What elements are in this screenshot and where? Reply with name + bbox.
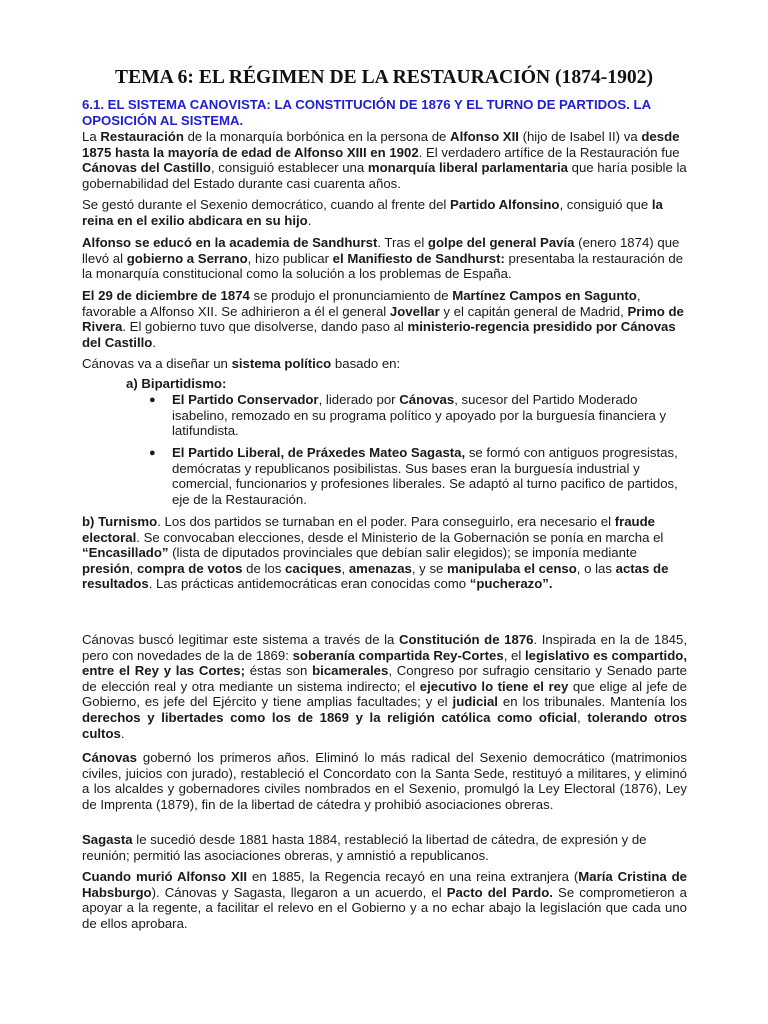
paragraph-turnismo: b) Turnismo. Los dos partidos se turnaban en el poder. Para conseguirlo, era necesario el fraude electoral. Se convocaban elecciones, desde el Ministerio de la Gobernación se ponía en marcha el “Encasillado” (lista de diputados provinciales que debían salir elegidos); se imponía mediante presión, compra de votos de los caciques, amenazas, y se manipulaba el censo, o las actas de resultados. Las prácticas antidemocráticas eran conocidas como “pucherazo”. — [82, 514, 669, 592]
list-item-partido-liberal: El Partido Liberal, de Práxedes Mateo Sagasta, se formó con antiguos progresistas, demócratas y republicanos posibilistas. Sus bases eran la burguesía industrial y comercial, funcionarios y profesiones liberales. Se adaptó al turno pacifico de partidos, eje de la Restauración. — [172, 445, 678, 507]
bullet-icon: ● — [149, 447, 156, 459]
section-heading: 6.1. EL SISTEMA CANOVISTA: LA CONSTITUCIÓN DE 1876 Y EL TURNO DE PARTIDOS. LA OPOSICIÓN AL SISTEMA. — [82, 97, 651, 128]
list-item-partido-conservador: El Partido Conservador, liderado por Cánovas, sucesor del Partido Moderado isabelino, remozado en su programa político y apoyado por la burguesía financiera y latifundista. — [172, 392, 667, 439]
bullet-icon: ● — [149, 394, 156, 406]
paragraph-sexenio: Se gestó durante el Sexenio democrático, cuando al frente del Partido Alfonsino, consiguió que la reina en el exilio abdicara en su hijo. — [82, 197, 663, 228]
paragraph-pacto-pardo: Cuando murió Alfonso XII en 1885, la Regencia recayó en una reina extranjera (María Cristina de Habsburgo). Cánovas y Sagasta, llegaron a un acuerdo, el Pacto del Pardo. Se comprometieron a apoyar a la regente, a facilitar el relevo en el Gobierno y a no echar abajo la legislación que cada uno de ellos aprobara. — [82, 869, 687, 931]
bipartidismo-label: a) Bipartidismo: — [126, 376, 227, 391]
paragraph-canovas-gobierno: Cánovas gobernó los primeros años. Eliminó lo más radical del Sexenio democrático (matrimonios civiles, juicios con jurado), restableció el Concordato con la Santa Sede, restituyó a militares, y eliminó a los alcaldes y gobernadores civiles nombrados en el Sexenio, promulgó la Ley Electoral (1876), Ley de Imprenta (1879), fin de la libertad de cátedra y prohibió asociaciones obreras. — [82, 750, 687, 812]
document-title: TEMA 6: EL RÉGIMEN DE LA RESTAURACIÓN (1874-1902) — [115, 67, 653, 88]
paragraph-sandhurst: Alfonso se educó en la academia de Sandhurst. Tras el golpe del general Pavía (enero 1874) que llevó al gobierno a Serrano, hizo publicar el Manifiesto de Sandhurst: presentaba la restauración de la monarquía constitucional como la solución a los problemas de España. — [82, 235, 684, 282]
paragraph-restauracion: La Restauración de la monarquía borbónica en la persona de Alfonso XII (hijo de Isabel II) va desde 1875 hasta la mayoría de edad de Alfonso XIII en 1902. El verdadero artífice de la Restauración fue Cánovas del Castillo, consiguió establecer una monarquía liberal parlamentaria que haría posible la gobernabilidad del Estado durante casi cuarenta años. — [82, 129, 687, 191]
paragraph-constitucion-1876: Cánovas buscó legitimar este sistema a través de la Constitución de 1876. Inspirada en la de 1845, pero con novedades de la de 1869: soberanía compartida Rey-Cortes, el legislativo es compartido, entre el Rey y las Cortes; éstas son bicamerales, Congreso por sufragio censitario y Senado parte de elección real y otra mediante un sistema indirecto; el ejecutivo lo tiene el rey que elige al jefe de Gobierno, es jefe del Ejército y tiene amplias facultades; y el judicial en los tribunales. Mantenía los derechos y libertades como los de 1869 y la religión católica como oficial, tolerando otros cultos. — [82, 632, 687, 741]
paragraph-sistema-politico: Cánovas va a diseñar un sistema político basado en: — [82, 356, 401, 371]
paragraph-pronunciamiento: El 29 de diciembre de 1874 se produjo el pronunciamiento de Martínez Campos en Sagunto, favorable a Alfonso XII. Se adhirieron a él el general Jovellar y el capitán general de Madrid, Primo de Rivera. El gobierno tuvo que disolverse, dando paso al ministerio-regencia presidido por Cánovas del Castillo. — [82, 288, 684, 350]
paragraph-sagasta: Sagasta le sucedió desde 1881 hasta 1884, restableció la libertad de cátedra, de expresión y de reunión; permitió las asociaciones obreras, y amnistió a republicanos. — [82, 832, 647, 863]
